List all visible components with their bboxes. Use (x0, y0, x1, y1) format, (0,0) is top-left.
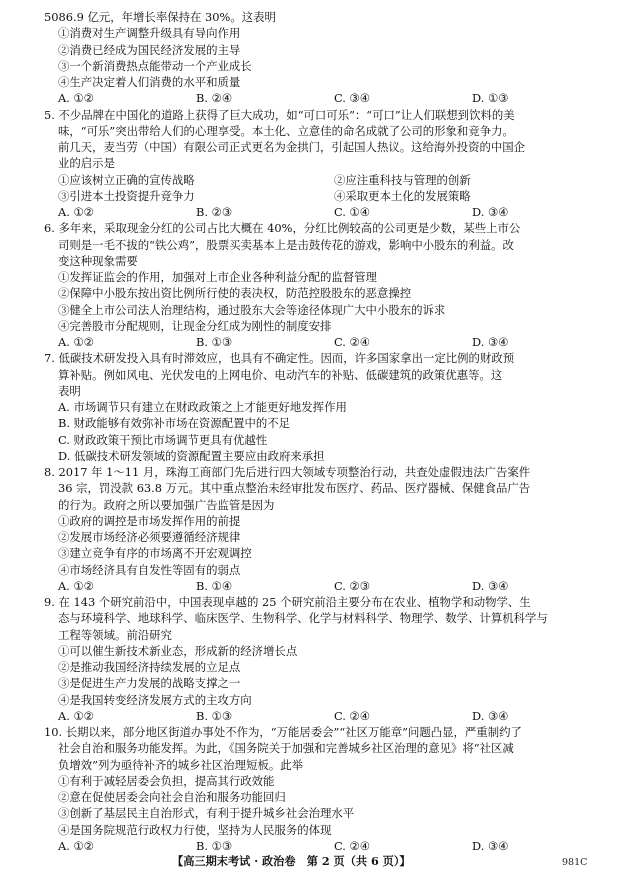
choice-d[interactable]: D. ③④ (472, 205, 509, 219)
option-4: ④采取更本土化的发展策略 (334, 188, 471, 203)
option-3: ③创新了基层民主自治形式，有利于提升城乡社会治理水平 (58, 806, 355, 821)
option-3: ③引进本土投资提升竞争力 (58, 188, 195, 203)
choice-a[interactable]: A. ①② (58, 335, 94, 349)
choice-a[interactable]: A. ①② (58, 578, 94, 593)
option-2: ②意在促使居委会向社会自治和服务功能回归 (58, 790, 286, 804)
question-6 (44, 220, 592, 350)
question-stem (44, 9, 592, 25)
stem-line: 9. 在 143 个研究前沿中，中国表现卓越的 25 个研究前沿主要分布在农业、植物学和动物学、生 (44, 595, 531, 609)
question-stem (44, 594, 592, 643)
stem-line: 5. 不少品牌在中国化的道路上获得了巨大成功，如“可口可乐”：“可口”让人们联想到饮料的美 (44, 107, 515, 122)
stem-line: 5086.9 亿元，年增长率保持在 30%。这表明 (44, 10, 276, 24)
question-stem (44, 464, 592, 513)
choice-d[interactable]: D. ③④ (472, 335, 509, 349)
stem-line: 负增效”列为亟待补齐的城乡社区治理短板。此举 (58, 757, 304, 772)
stem-line: 味，“可乐”突出带给人们的心理享受。本土化、立意佳的命名成就了公司的形象和竞争力。 (58, 123, 514, 138)
choice-a[interactable]: A. ①② (58, 205, 94, 219)
question-8 (44, 464, 592, 594)
choice-c[interactable]: C. ②③ (334, 578, 370, 593)
answer-choices (44, 838, 592, 854)
option-4: ④是我国转变经济发展方式的主攻方向 (58, 692, 252, 707)
stem-line: 算补贴。例如风电、光伏发电的上网电价、电动汽车的补贴、低碳建筑的政策优惠等。这 (58, 367, 503, 382)
answer-choices (44, 708, 592, 724)
choice-c[interactable]: C. ③④ (334, 91, 370, 106)
choice-b[interactable]: B. ②③ (196, 205, 233, 219)
option-1: ①有利于减轻居委会负担，提高其行政效能 (58, 773, 275, 788)
stem-line: 8. 2017 年 1～11 月，珠海工商部门先后进行四大领域专项整治行动，共查处虚假违法广告案件 (44, 465, 531, 479)
question-4 (44, 9, 592, 107)
choice-b[interactable]: B. ①③ (196, 708, 233, 723)
paper-code: 981C (562, 857, 588, 868)
option-2: ②保障中小股东按出资比例所行使的表决权，防范控股股东的恶意操控 (58, 286, 412, 301)
option-1: ①政府的调控是市场发挥作用的前提 (58, 513, 241, 528)
stem-line: 前几天，麦当劳（中国）有限公司正式更名为金拱门，引起国人热议。这给海外投资的中国企 (58, 140, 526, 154)
option-4: ④生产决定着人们消费的水平和质量 (58, 75, 241, 89)
question-stem (44, 350, 592, 399)
stem-line: 社会自治和服务功能发挥。为此，《国务院关于加强和完善城乡社区治理的意见》将“社区减 (58, 741, 514, 756)
choice-a[interactable]: A. ①② (58, 91, 94, 106)
question-10 (44, 724, 592, 854)
question-9 (44, 594, 592, 724)
option-1: ①应该树立正确的宣传战略 (58, 172, 195, 187)
choice-d[interactable]: D. ③④ (472, 578, 509, 593)
stem-line: 7. 低碳技术研发投入具有时滞效应，也具有不确定性。因而，许多国家拿出一定比例的财政预 (44, 351, 515, 366)
stem-line: 变这种现象需要 (58, 253, 138, 268)
option-3: ③是促进生产力发展的战略支撑之一 (58, 676, 241, 691)
choice-a[interactable]: A. 市场调节只有建立在财政政策之上才能更好地发挥作用 (58, 400, 347, 414)
answer-choices (44, 334, 592, 350)
choice-b[interactable]: B. ①③ (196, 335, 233, 349)
page-content (44, 9, 592, 854)
option-3: ③建立竞争有序的市场离不开宏观调控 (58, 546, 252, 561)
option-1: ①消费对生产调整升级具有导向作用 (58, 26, 241, 41)
question-5 (44, 107, 592, 221)
stem-line: 10. 长期以来，部分地区街道办事处不作为，“万能居委会”“社区万能章”问题凸显，严重制约了 (44, 725, 522, 739)
option-3: ③一个新消费热点能带动一个产业成长 (58, 58, 252, 73)
choice-b[interactable]: B. ①④ (196, 578, 233, 593)
option-2: ②是推动我国经济持续发展的立足点 (58, 660, 241, 674)
stem-line: 36 宗，罚没款 63.8 万元。其中重点整治未经审批发布医疗、药品、医疗器械、保健食品广告 (58, 481, 531, 496)
choice-c[interactable]: C. 财政政策干预比市场调节更具有优越性 (58, 432, 268, 447)
stem-line: 工程等领域。前沿研究 (58, 627, 172, 642)
choice-b[interactable]: B. ①③ (196, 838, 233, 853)
choice-c[interactable]: C. ①④ (334, 205, 370, 219)
choice-c[interactable]: C. ②④ (334, 708, 370, 723)
question-7 (44, 350, 592, 464)
option-1: ①可以催生新技术新业态，形成新的经济增长点 (58, 643, 298, 658)
choice-b[interactable]: B. ②④ (196, 91, 233, 106)
option-2: ②发展市场经济必须要遵循经济规律 (58, 530, 241, 544)
option-4: ④市场经济具有自发性等固有的弱点 (58, 562, 241, 577)
choice-a[interactable]: A. ①② (58, 838, 94, 853)
option-4: ④是国务院规范行政权力行使，坚持为人民服务的体现 (58, 822, 332, 837)
option-2: ②应注重科技与管理的创新 (334, 172, 471, 187)
stem-line: 表明 (58, 383, 81, 398)
choice-a[interactable]: A. ①② (58, 708, 94, 723)
question-stem (44, 220, 592, 269)
stem-line: 的行为。政府之所以要加强广告监管是因为 (58, 497, 275, 512)
answer-choices (44, 204, 592, 220)
choice-d[interactable]: D. ①③ (472, 91, 509, 106)
choice-d[interactable]: D. ③④ (472, 708, 509, 723)
option-2: ②消费已经成为国民经济发展的主导 (58, 42, 241, 57)
stem-line: 业的启示是 (58, 156, 115, 171)
option-4: ④完善股市分配规则，让现金分红成为刚性的制度安排 (58, 318, 332, 333)
stem-line: 司则是一毛不拔的“铁公鸡”，股票买卖基本上是击鼓传花的游戏，影响中小股东的利益。改 (58, 237, 514, 252)
option-3: ③健全上市公司法人治理结构，通过股东大会等途径体现广大中小股东的诉求 (58, 302, 446, 317)
answer-choices (44, 90, 592, 106)
footer-page-info: 【高三期末考试 · 政治卷 第 2 页（共 6 页）】 (172, 854, 411, 868)
choice-d[interactable]: D. ③④ (472, 838, 509, 853)
option-row (44, 188, 592, 204)
choice-b[interactable]: B. 财政能够有效弥补市场在资源配置中的不足 (58, 416, 291, 431)
answer-choices (44, 578, 592, 594)
choice-d[interactable]: D. 低碳技术研发领域的资源配置主要应由政府来承担 (58, 448, 325, 463)
option-row (44, 172, 592, 188)
question-stem (44, 107, 592, 172)
choice-c[interactable]: C. ②④ (334, 838, 370, 853)
option-1: ①发挥证监会的作用，加强对上市企业各种利益分配的监督管理 (58, 270, 377, 284)
choice-c[interactable]: C. ②④ (334, 335, 370, 349)
question-stem (44, 724, 592, 773)
stem-line: 6. 多年来，采取现金分红的公司占比大概在 40%，分红比例较高的公司更是少数，某些上市公 (44, 221, 521, 236)
stem-line: 态与环境科学、地球科学、临床医学、生物科学、化学与材料科学、物理学、数学、计算机科学与 (58, 611, 548, 626)
